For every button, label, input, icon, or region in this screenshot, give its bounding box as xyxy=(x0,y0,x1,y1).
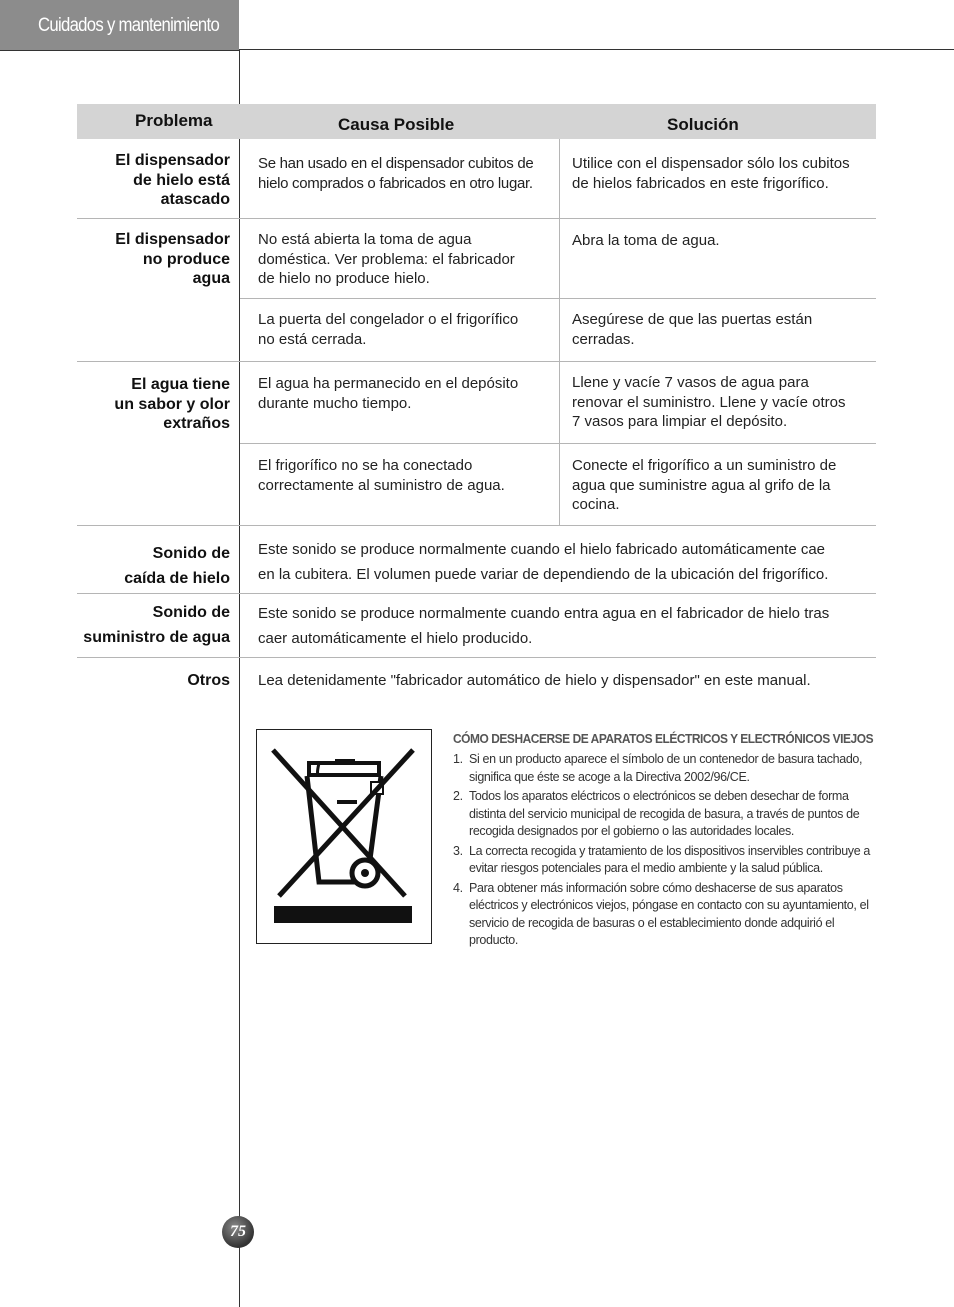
list-number: 1. xyxy=(453,752,463,766)
problem-label: Otros xyxy=(187,672,230,689)
weee-symbol-box xyxy=(256,729,432,944)
column-header-problem: Problema xyxy=(135,111,213,130)
column-header-solution: Solución xyxy=(667,115,739,134)
cause-cell: Se han usado en el dispensador cubitos de hielo comprados o fabricados en otro lugar. xyxy=(258,155,534,192)
page-number: 75 xyxy=(230,1223,246,1240)
section-title: Cuidados y mantenimiento xyxy=(38,15,220,36)
header-divider xyxy=(239,49,954,50)
crossed-out-wheelie-bin-icon xyxy=(257,730,431,943)
list-number: 4. xyxy=(453,880,463,895)
list-number: 3. xyxy=(453,843,463,858)
row-divider xyxy=(240,443,876,444)
column-header-cause: Causa Posible xyxy=(338,115,455,134)
problem-label: Sonido de suministro de agua xyxy=(83,604,230,646)
cause-cell: No está abierta la toma de agua doméstica. Ver problema: el fabricador de hielo no produce hielo. xyxy=(258,231,515,287)
page-number-badge xyxy=(222,1216,254,1248)
list-text: La correcta recogida y tratamiento de los dispositivos inservibles contribuye a evitar riesgos potenciales para el medio ambiente y la salud pública. xyxy=(469,843,871,875)
weee-title: CÓMO DESHACERSE DE APARATOS ELÉCTRICOS Y ELECTRÓNICOS VIEJOS xyxy=(453,731,874,746)
row-divider xyxy=(240,298,876,299)
problem-label: El dispensador de hielo está atascado xyxy=(115,152,230,208)
list-item xyxy=(453,880,883,950)
wide-description-cell: Lea detenidamente "fabricador automático de hielo y dispensador" en este manual. xyxy=(258,672,811,689)
section-header-tab xyxy=(0,0,239,51)
problem-label: Sonido de caída de hielo xyxy=(124,545,230,587)
problem-label: El dispensador no produce agua xyxy=(115,231,230,287)
list-item xyxy=(453,751,883,786)
wide-description-cell: Este sonido se produce normalmente cuando el hielo fabricado automáticamente cae en la cubitera. El volumen puede variar de dependiendo de la ubicación del frigorífico. xyxy=(258,541,829,583)
row-divider xyxy=(77,525,876,526)
cause-cell: El agua ha permanecido en el depósito durante mucho tiempo. xyxy=(258,375,519,412)
problem-label: El agua tiene un sabor y olor extraños xyxy=(114,376,230,432)
row-divider xyxy=(77,218,876,219)
list-text: Si en un producto aparece el símbolo de un contenedor de basura tachado, significa que éste se acoge a la Directiva 2002/96/CE. xyxy=(469,752,863,784)
solution-cell: Asegúrese de que las puertas están cerradas. xyxy=(572,311,813,348)
weee-list xyxy=(453,751,883,950)
list-item xyxy=(453,788,883,841)
solution-cell: Utilice con el dispensador sólo los cubitos de hielos fabricados en este frigorífico. xyxy=(572,155,850,192)
list-number: 2. xyxy=(453,789,463,803)
row-divider xyxy=(77,593,876,594)
solution-cell: Llene y vacíe 7 vasos de agua para renovar el suministro. Llene y vacíe otros 7 vasos para limpiar el depósito. xyxy=(572,374,846,430)
weee-disposal-info xyxy=(453,731,883,952)
list-item xyxy=(453,843,883,878)
solution-cell: Conecte el frigorífico a un suministro de agua que suministre agua al grifo de la cocina. xyxy=(572,457,837,513)
row-divider xyxy=(77,657,876,658)
solution-cell: Abra la toma de agua. xyxy=(572,232,720,249)
wide-description-cell: Este sonido se produce normalmente cuando entra agua en el fabricador de hielo tras caer automáticamente el hielo producido. xyxy=(258,605,830,647)
list-text: Todos los aparatos eléctricos o electrónicos se deben desechar de forma distinta del servicio municipal de recogida de basura, a través de puntos de recogida designados por el gobierno o las autoridades locales. xyxy=(469,789,860,838)
list-text: Para obtener más información sobre cómo deshacerse de sus aparatos eléctricos y electrónicos viejos, póngase en contacto con su ayuntamiento, el servicio de recogida de basuras o el establecimiento donde adquirió el producto. xyxy=(469,880,869,947)
cause-cell: La puerta del congelador o el frigorífico no está cerrada. xyxy=(258,311,519,348)
cause-cell: El frigorífico no se ha conectado correctamente al suministro de agua. xyxy=(258,457,505,494)
column-divider xyxy=(559,139,560,526)
row-divider xyxy=(77,361,876,362)
left-margin-rule xyxy=(239,50,240,1307)
